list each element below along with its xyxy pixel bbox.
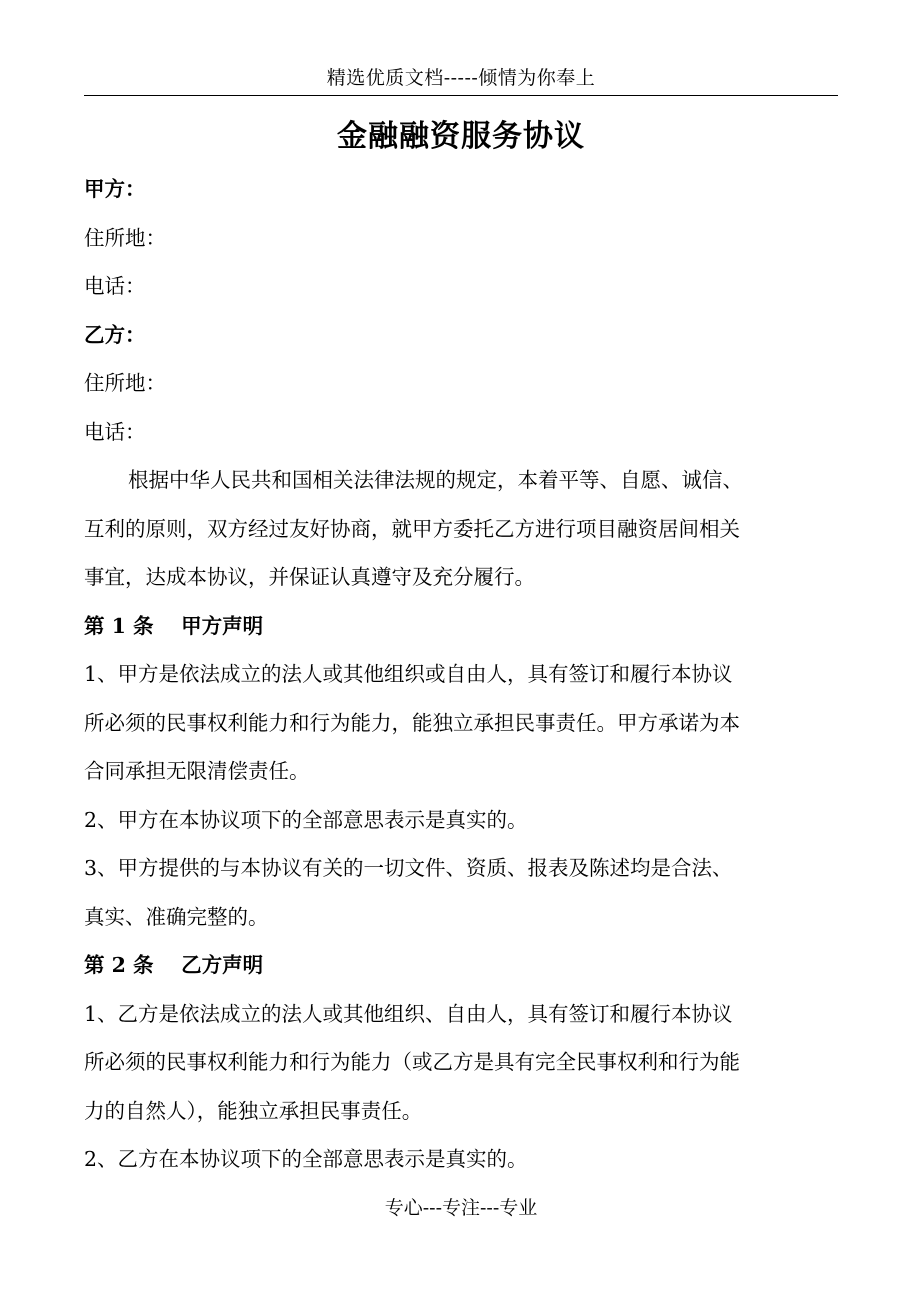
article-2-item-2: 2、乙方在本协议项下的全部意思表示是真实的。 (84, 1147, 528, 1171)
party-b-address-label: 住所地： (84, 371, 166, 395)
party-a-address-label: 住所地： (84, 225, 166, 250)
preamble-line: 互利的原则，双方经过友好协商，就甲方委托乙方进行项目融资居间相关 (84, 516, 740, 541)
preamble-line: 事宜，达成本协议，并保证认真遵守及充分履行。 (84, 565, 535, 589)
article-2-item-1-line: 所必须的民事权利能力和行为能力（或乙方是具有完全民事权利和行为能 (84, 1050, 740, 1074)
article-1-item-1-line: 所必须的民事权利能力和行为能力，能独立承担民事责任。甲方承诺为本 (84, 710, 740, 735)
article-1-heading: 第 1 条 甲方声明 (84, 613, 264, 638)
preamble-line: 根据中华人民共和国相关法律法规的规定，本着平等、自愿、诚信、 (128, 468, 743, 492)
article-2-heading: 第 2 条 乙方声明 (84, 953, 264, 977)
article-1-item-1-line: 1、甲方是依法成立的法人或其他组织或自由人，具有签订和履行本协议 (84, 662, 733, 686)
page-header: 精选优质文档-----倾情为你奉上 (326, 67, 596, 89)
article-1-item-1-line: 合同承担无限清偿责任。 (84, 759, 310, 783)
article-2-item-1-line: 1、乙方是依法成立的法人或其他组织、自由人，具有签订和履行本协议 (84, 1001, 733, 1026)
article-1-item-3-line: 真实、准确完整的。 (84, 904, 269, 929)
article-1-item-2: 2、甲方在本协议项下的全部意思表示是真实的。 (84, 807, 528, 832)
page-footer: 专心---专注---专业 (384, 1197, 538, 1219)
header-divider (84, 95, 838, 96)
article-2-item-1-line: 力的自然人），能独立承担民事责任。 (84, 1098, 423, 1123)
party-b-phone-label: 电话： (84, 419, 146, 444)
party-b-label: 乙方： (84, 322, 146, 347)
article-1-item-3-line: 3、甲方提供的与本协议有关的一切文件、资质、报表及陈述均是合法、 (84, 856, 733, 880)
document-title: 金融融资服务协议 (337, 119, 585, 154)
party-a-label: 甲方： (84, 177, 146, 201)
party-a-phone-label: 电话： (84, 274, 146, 298)
document-body (84, 165, 832, 1184)
